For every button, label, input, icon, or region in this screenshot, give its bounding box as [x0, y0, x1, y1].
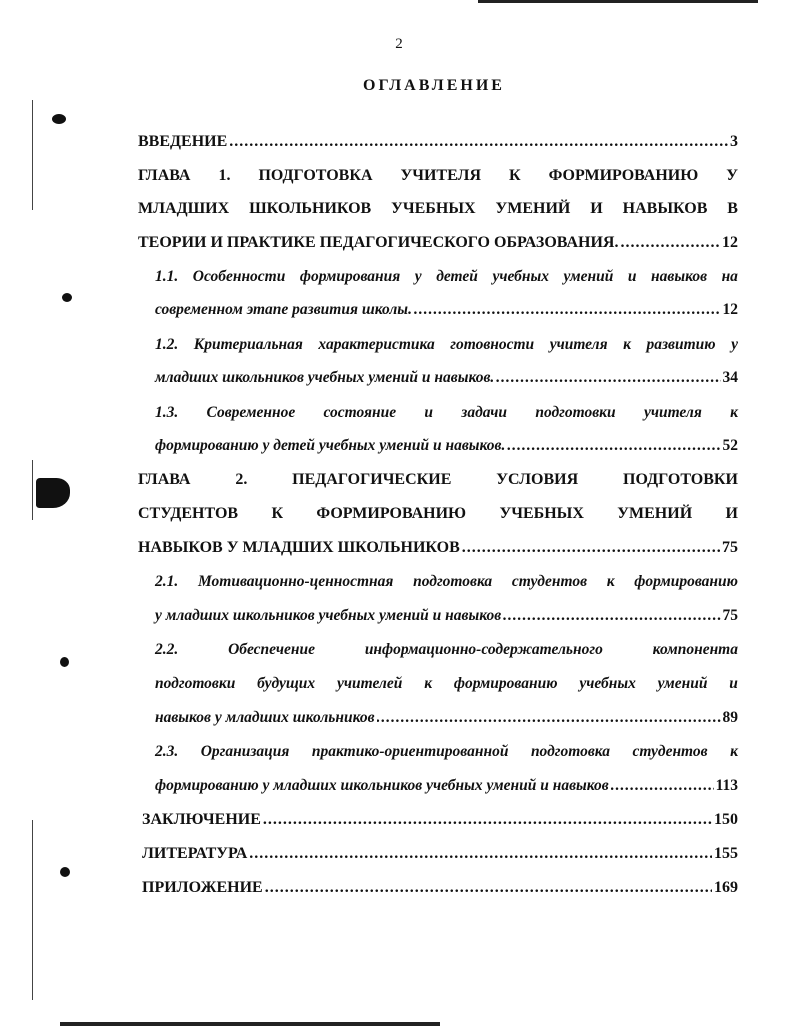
- page-number: 2: [395, 36, 403, 52]
- toc-entry-introduction[interactable]: ВВЕДЕНИЕ ..... 3: [138, 133, 738, 155]
- toc-entry-section-1-3[interactable]: 1.3. Современное состояние и задачи подготовки учителя к: [155, 404, 738, 421]
- toc-entry-section-2-3[interactable]: 2.3. Организация практико-ориентированной подготовка студентов к: [155, 743, 738, 760]
- toc-entry-section-1-2-line-2: младших школьников учебных умений и навыков. ..... 34: [155, 369, 738, 391]
- toc-entry-section-2-2[interactable]: 2.2. Обеспечение информационно-содержательного компонента: [155, 641, 738, 658]
- toc-entry-conclusion[interactable]: ЗАКЛЮЧЕНИЕ ..... 150: [142, 811, 738, 833]
- toc-entry-chapter-2[interactable]: ГЛАВА 2. ПЕДАГОГИЧЕСКИЕ УСЛОВИЯ ПОДГОТОВКИ: [138, 471, 738, 488]
- toc-entry-section-2-1[interactable]: 2.1. Мотивационно-ценностная подготовка студентов к формированию: [155, 573, 738, 590]
- toc-entry-section-1-2[interactable]: 1.2. Критериальная характеристика готовности учителя к развитию у: [155, 336, 738, 353]
- toc-entry-section-2-2-line-2: подготовки будущих учителей к формированию учебных умений и: [155, 675, 738, 692]
- toc-entry-chapter-1-line-3: ТЕОРИИ И ПРАКТИКЕ ПЕДАГОГИЧЕСКОГО ОБРАЗОВАНИЯ. ..... 12: [138, 234, 738, 256]
- toc-entry-section-2-1-line-2: у младших школьников учебных умений и навыков ..... 75: [155, 607, 738, 629]
- toc-title: ОГЛАВЛЕНИЕ: [363, 77, 505, 94]
- toc-entry-chapter-2-line-2: СТУДЕНТОВ К ФОРМИРОВАНИЮ УЧЕБНЫХ УМЕНИЙ И: [138, 505, 738, 522]
- toc-entry-section-2-3-line-2: формированию у младших школьников учебных умений и навыков ..... 113: [155, 777, 738, 799]
- toc-entry-chapter-1[interactable]: ГЛАВА 1. ПОДГОТОВКА УЧИТЕЛЯ К ФОРМИРОВАНИЮ У: [138, 167, 738, 184]
- toc-entry-section-1-1[interactable]: 1.1. Особенности формирования у детей учебных умений и навыков на: [155, 268, 738, 285]
- toc-entry-chapter-1-line-2: МЛАДШИХ ШКОЛЬНИКОВ УЧЕБНЫХ УМЕНИЙ И НАВЫКОВ В: [138, 200, 738, 217]
- toc-entry-section-1-3-line-2: формированию у детей учебных умений и навыков. ..... 52: [155, 437, 738, 459]
- toc-entry-chapter-2-line-3: НАВЫКОВ У МЛАДШИХ ШКОЛЬНИКОВ ..... 75: [138, 539, 738, 561]
- toc-entry-section-2-2-line-3: навыков у младших школьников ..... 89: [155, 709, 738, 731]
- toc-entry-section-1-1-line-2: современном этапе развития школы. ..... 12: [155, 301, 738, 323]
- toc-entry-references[interactable]: ЛИТЕРАТУРА ..... 155: [142, 845, 738, 867]
- toc-entry-appendix[interactable]: ПРИЛОЖЕНИЕ ..... 169: [142, 879, 738, 901]
